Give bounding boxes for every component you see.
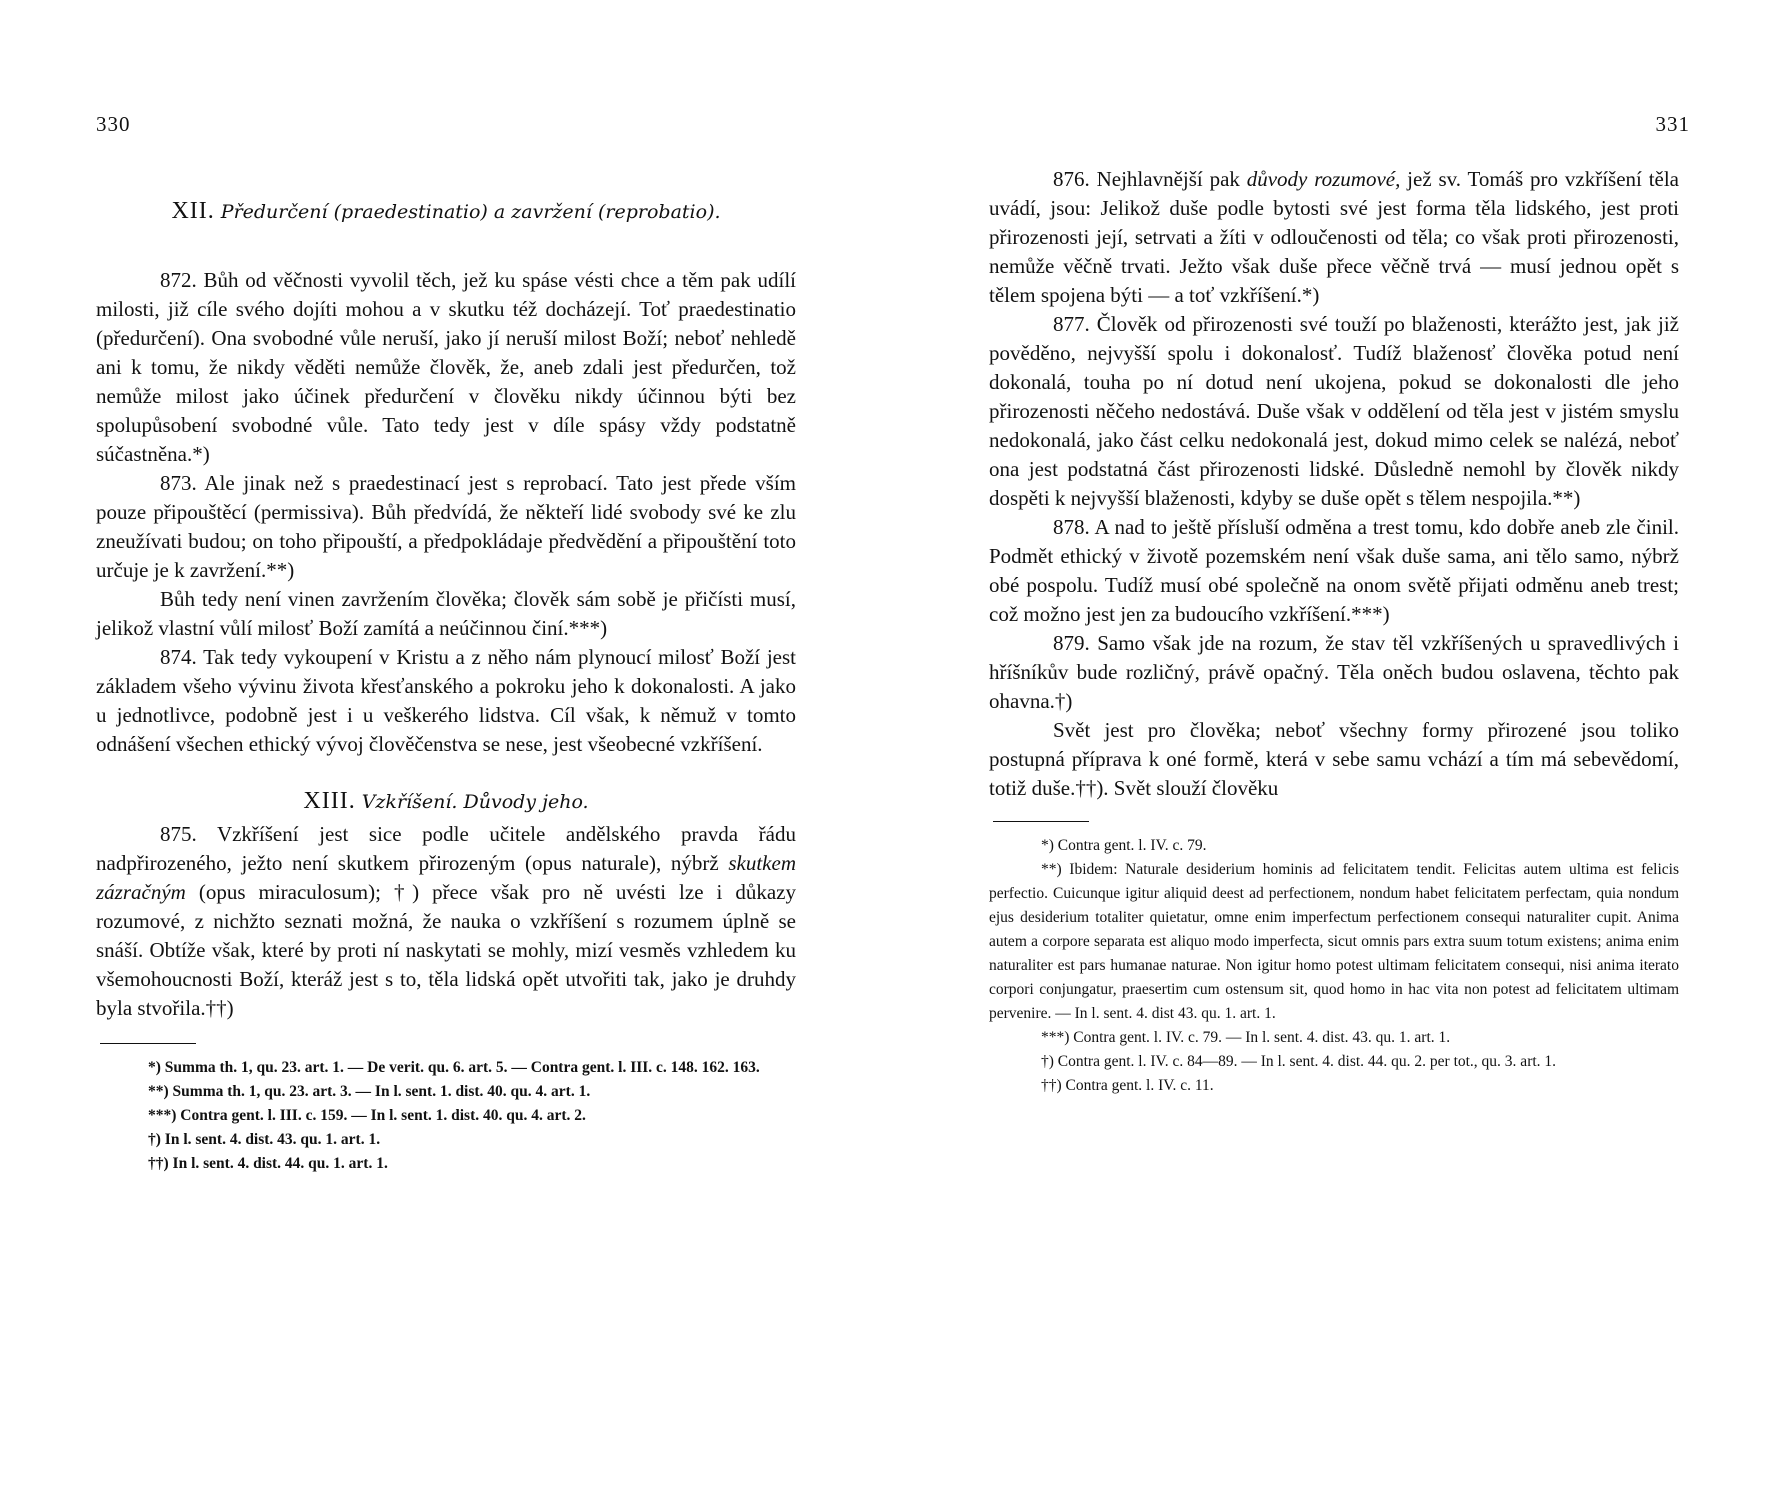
paragraph-874: 874. Tak tedy vykoupení v Kristu a z něho nám plynoucí milosť Boží jest základem všeho vývinu života křesťanského a pokroku jeho k dokonalosti. A jako u jednotlivce, podobně jest i u veškerého lidstva. Cíl však, k němuž v tomto odnášení všechen ethický vývoj člověčenstva se nese, jest všeobecné vzkříšení.: [96, 645, 796, 756]
footnote-4: †) In l. sent. 4. dist. 43. qu. 1. art. 1.: [148, 1131, 381, 1148]
right-page: [893, 0, 1786, 1500]
section-number: XII.: [171, 198, 215, 224]
paragraph-873: 873. Ale jinak než s praedestinací jest s reprobací. Tato jest přede vším pouze připouštěcí (permissiva). Bůh předvídá, že někteří lidé svobody své ke zlu zneužívati budou; on toho připouští, a předpokládaje předvědění a připouštění toto určuje je k zavržení.**): [96, 471, 796, 582]
text-run: 876. Nejhlavnější pak: [1053, 167, 1247, 191]
footnote-3: ***) Contra gent. l. III. c. 159. — In l. sent. 1. dist. 40. qu. 4. art. 2.: [148, 1107, 586, 1124]
section-title: Předurčení (praedestinatio) a zavržení (reprobatio).: [220, 201, 721, 223]
text-run: 875. Vzkříšení jest sice podle učitele andělského pravda řádu nadpřirozeného, ježto není skutkem přirozeným (opus naturale), nýbrž: [96, 822, 796, 875]
section-number: XIII.: [303, 788, 356, 814]
page-number-right: 331: [1655, 112, 1690, 136]
page-number-left: 330: [96, 112, 131, 136]
footnote-separator: [993, 821, 1089, 822]
right-main-text: [989, 165, 1679, 1098]
text-run: jež sv. Tomáš pro vzkříšení těla uvádí, jsou: Jelikož duše podle bytosti své jest forma těla lidského, jest proti přirozenosti její, setrvati a žíti v odloučenosti od těla; co však proti přirozenosti, nemůže věčně trvati. Ježto však duše přece věčně trvá — musí jednou opět s tělem spojena býti — a toť vzkříšení.*): [989, 167, 1680, 307]
text-run: (opus miraculosum); †) přece však pro ně uvésti lze i důkazy rozumové, z nichžto seznati možná, že nauka o vzkříšení s rozumem úplně se snáší. Obtíže však, které by proti ní naskytati se mohly, mizí vesměs vzhledem ku všemohoucnosti Boží, kteráž jest s to, těla lidská opět utvořiti tak, jako je druhdy byla stvořila.††): [96, 880, 796, 1020]
italic-run: důvody rozumové,: [1246, 167, 1401, 191]
paragraph-876: [989, 165, 1679, 310]
paragraph-879: 879. Samo však jde na rozum, že stav těl vzkříšených u spravedlivých i hříšníkův bude rozličný, právě opačný. Těla oněch budou oslavena, těchto pak ohavna.†): [989, 631, 1679, 713]
footnote-4: †) Contra gent. l. IV. c. 84—89. — In l. sent. 4. dist. 44. qu. 2. per tot., qu. 3. art. 1.: [1041, 1053, 1557, 1070]
section-title: Vzkříšení. Důvody jeho.: [361, 791, 589, 813]
footnote-1: *) Summa th. 1, qu. 23. art. 1. — De verit. qu. 6. art. 5. — Contra gent. l. III. c. 148. 162. 163.: [148, 1059, 760, 1076]
paragraph-872: 872. Bůh od věčnosti vyvolil těch, jež ku spáse vésti chce a těm pak udílí milosti, již cíle svého dojíti mohou a v skutku též docházejí. Toť praedestinatio (předurčení). Ona svobodné vůle neruší, jako jí neruší milost Boží; neboť nehledě ani k tomu, že nikdy věděti nemůže člověk, že, aneb zdali jest předurčen, tož nemůže milost jako účinek předurčení v člověku nikdy účinnou býti bez spolupůsobení svobodné vůle. Tato tedy jest v díle spásy vždy podstatně súčastněna.*): [96, 268, 796, 466]
italic-run: skutkem zázračným: [96, 851, 796, 904]
paragraph-879b: Svět jest pro člověka; neboť všechny formy přirozené jsou toliko postupná příprava k oné formě, která v sebe samu vchází a tím má sebevědomí, totiž duše.††). Svět slouží člověku: [989, 718, 1679, 800]
footnote-2: **) Ibidem: Naturale desiderium hominis ad felicitatem tendit. Felicitas autem ultima est felicis perfectio. Cuicunque igitur aliquid deest ad perfectionem, nondum habet felicitatem perfectam, quia nondum ejus desiderium totaliter quietatur, omne enim imperfectum perfectionem consequi naturaliter cupit. Anima autem a corpore separata est aliquo modo imperfecta, sicut omnis pars extra suum totum existens; anima enim naturaliter est pars humanae naturae. Non igitur homo potest ultimam felicitatem consequi, nisi anima iterato corpori conjungatur, praesertim cum ostensum sit, quod homo in hac vita non potest ad felicitatem ultimam pervenire. — In l. sent. 4. dist 43. qu. 1. art. 1.: [989, 861, 1679, 1022]
footnote-1: *) Contra gent. l. IV. c. 79.: [1041, 837, 1207, 854]
footnote-2: **) Summa th. 1, qu. 23. art. 3. — In l. sent. 1. dist. 40. qu. 4. art. 1.: [148, 1083, 591, 1100]
paragraph-873b: Bůh tedy není vinen zavržením člověka; člověk sám sobě je přičísti musí, jelikož vlastní vůlí milosť Boží zamítá a neúčinnou činí.***): [96, 587, 796, 640]
paragraph-875: [96, 820, 796, 1023]
left-main-text: [96, 195, 796, 1176]
footnote-5: ††) In l. sent. 4. dist. 44. qu. 1. art. 1.: [148, 1155, 388, 1172]
section-heading-xii: [96, 195, 796, 228]
footnote-5: ††) Contra gent. l. IV. c. 11.: [1041, 1077, 1214, 1094]
paragraph-877: 877. Člověk od přirozenosti své touží po blaženosti, kterážto jest, jak již pověděno, nejvyšší spolu i dokonalosť. Tudíž blaženosť člověka potud není dokonalá, touha po ní dotud není ukojena, pokud se dokonalosti dle jeho přirozenosti něčeho nedostává. Duše však v oddělení od těla jest v jistém smyslu nedokonalá, jako část celku nedokonalá jest, dokud mimo celek se nalézá, neboť ona jest podstatná část přirozenosti lidské. Důsledně nemohl by člověk nikdy dospěti k nejvyšší blaženosti, kdyby se duše opět s tělem nespojila.**): [989, 312, 1679, 510]
paragraph-878: 878. A nad to ještě přísluší odměna a trest tomu, kdo dobře aneb zle činil. Podmět ethický v životě pozemském není však duše sama, ani tělo samo, nýbrž obé pospolu. Tudíž musí obé společně na onom světě přijati odměnu aneb trest; což možno jest jen za budoucího vzkříšení.***): [989, 515, 1679, 626]
footnote-3: ***) Contra gent. l. IV. c. 79. — In l. sent. 4. dist. 43. qu. 1. art. 1.: [1041, 1029, 1451, 1046]
footnote-separator: [100, 1043, 196, 1044]
section-heading-xiii: [96, 785, 796, 818]
